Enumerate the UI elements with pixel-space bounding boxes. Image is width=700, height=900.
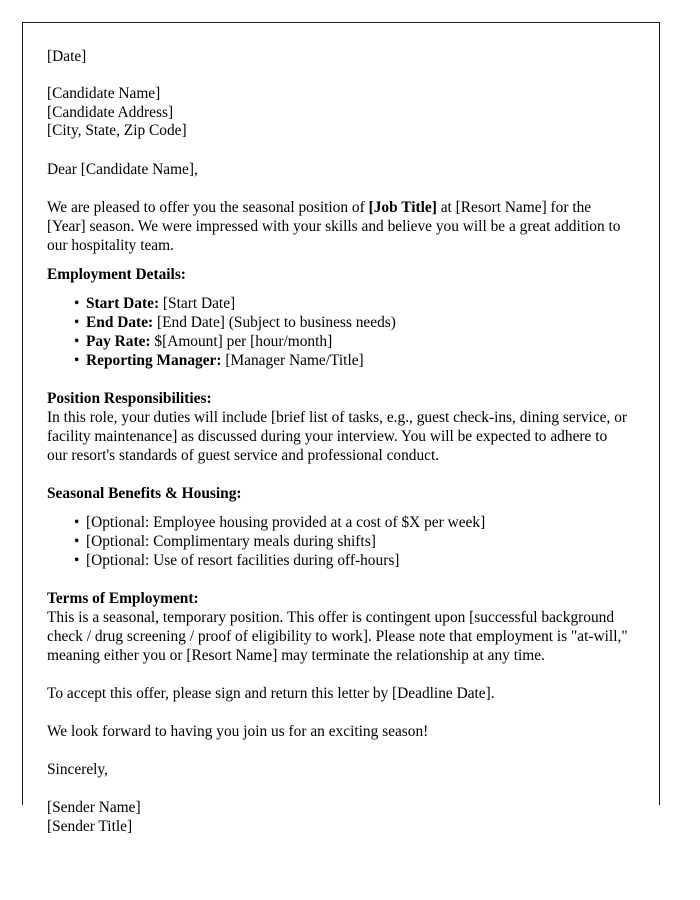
spacer (47, 703, 629, 722)
recipient-address: [Candidate Address] (47, 103, 174, 121)
spacer (47, 141, 629, 160)
spacer (47, 66, 629, 85)
spacer (47, 503, 629, 513)
benefits-list (47, 513, 629, 570)
detail-label: Reporting Manager: (86, 351, 222, 369)
list-item (47, 313, 629, 332)
employment-details-list (47, 294, 629, 370)
detail-value: [End Date] (Subject to business needs) (153, 313, 396, 331)
spacer (47, 779, 629, 798)
document-page (22, 22, 660, 835)
list-item: • [Optional: Use of resort facilities during off-hours] (47, 551, 629, 570)
detail-label: Start Date: (86, 294, 160, 312)
sign-off: Sincerely, (47, 760, 108, 778)
intro-paragraph (47, 198, 629, 255)
spacer (47, 570, 629, 589)
sender-title: [Sender Title] (47, 817, 133, 835)
spacer (47, 179, 629, 198)
detail-value: [Start Date] (159, 294, 236, 312)
detail-label: Pay Rate: (86, 332, 151, 350)
list-item: • [Optional: Complimentary meals during shifts] (47, 532, 629, 551)
sender-name: [Sender Name] (47, 798, 141, 816)
responsibilities-paragraph: In this role, your duties will include [brief list of tasks, e.g., guest check-ins, dining service, or facility maintenance] as discussed during your interview. You will be expected to adhere to our resort's standards of guest service and professional conduct. (47, 408, 628, 464)
spacer (47, 370, 629, 389)
spacer (47, 284, 629, 294)
employment-details-heading: Employment Details: (47, 265, 186, 283)
spacer (47, 465, 629, 484)
acceptance-paragraph: To accept this offer, please sign and return this letter by [Deadline Date]. (47, 684, 495, 702)
intro-text-before: We are pleased to offer you the seasonal position of (47, 198, 369, 216)
responsibilities-heading: Position Responsibilities: (47, 389, 212, 407)
list-item (47, 351, 629, 370)
detail-value: [Manager Name/Title] (221, 351, 364, 369)
recipient-name: [Candidate Name] (47, 85, 161, 102)
recipient-city-state-zip: [City, State, Zip Code] (47, 122, 187, 139)
spacer (47, 255, 629, 265)
benefits-heading: Seasonal Benefits & Housing: (47, 484, 242, 502)
detail-label: End Date: (86, 313, 154, 331)
terms-heading: Terms of Employment: (47, 589, 199, 607)
list-item (47, 332, 629, 351)
spacer (47, 665, 629, 684)
list-item: • [Optional: Employee housing provided at a cost of $X per week] (47, 513, 629, 532)
detail-value: $[Amount] per [hour/month] (150, 332, 333, 350)
closing-paragraph: We look forward to having you join us for an exciting season! (47, 722, 429, 740)
spacer (47, 741, 629, 760)
recipient-address-block (47, 85, 629, 141)
job-title-placeholder: [Job Title] (368, 198, 437, 216)
intro-text-after: at [Resort Name] for the [Year] season. We were impressed with your skills and believe you will be a great addition to our hospitality team. (47, 198, 621, 254)
terms-paragraph: This is a seasonal, temporary position. This offer is contingent upon [successful background check / drug screening / proof of eligibility to work]. Please note that employment is "at-will," meaning either you or [Resort Name] may terminate the relationship at any time. (47, 608, 628, 664)
salutation: Dear [Candidate Name], (47, 160, 198, 178)
list-item (47, 294, 629, 313)
document-body (23, 23, 659, 836)
date-line: [Date] (47, 48, 87, 65)
